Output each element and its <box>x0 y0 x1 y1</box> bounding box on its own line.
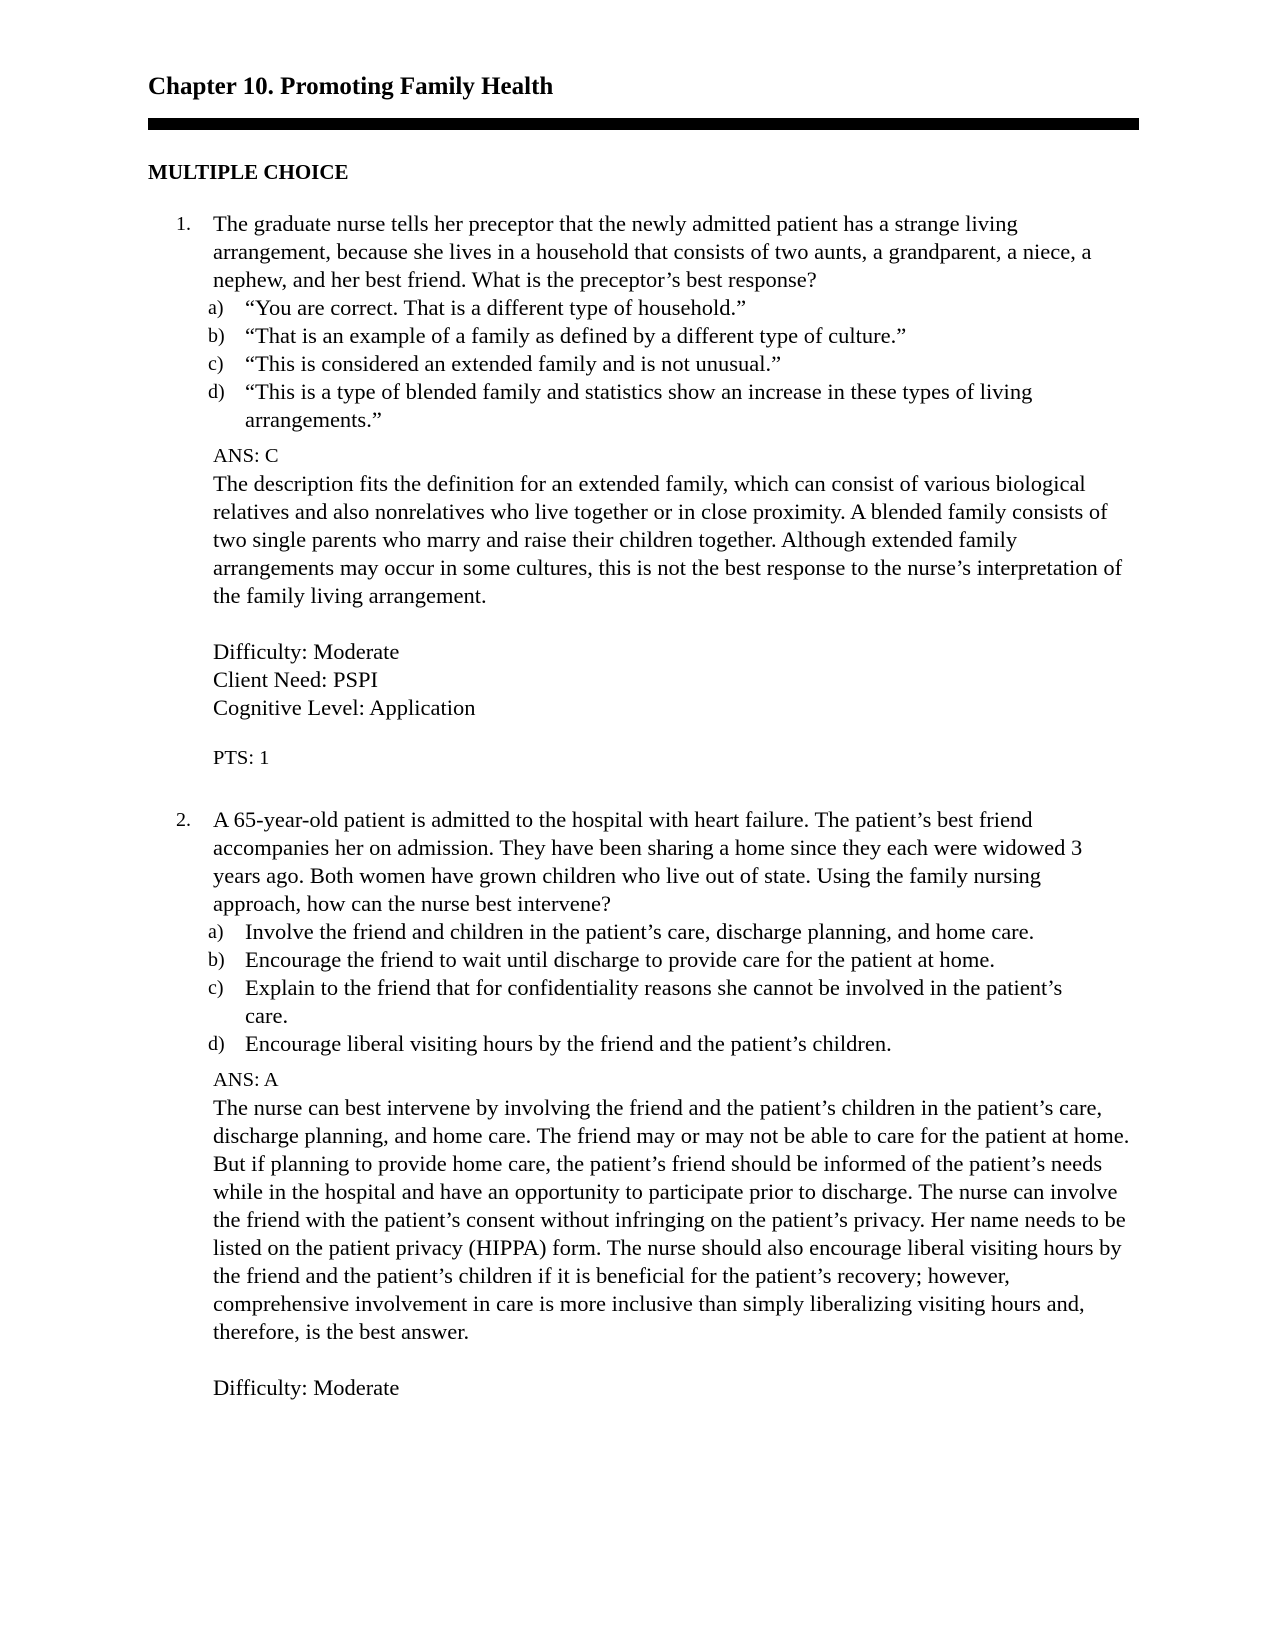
question-number: 2. <box>176 809 191 831</box>
section-heading: MULTIPLE CHOICE <box>148 160 349 184</box>
points-label: PTS: 1 <box>213 747 270 769</box>
client-need-label: Client Need: PSPI <box>213 667 379 692</box>
answer-rationale: The description fits the definition for an extended family, which can consist of various biological relatives and also nonrelatives who live together or in close proximity. A blended family consists of two single parents who marry and raise their children together. Although extended family arrangements may occur in some cultures, this is not the best response to the nurse’s interpretation of the family living arrangement. <box>213 471 1123 608</box>
question-number: 1. <box>176 213 191 235</box>
option-letter: b) <box>208 325 225 347</box>
question-stem <box>176 806 1133 918</box>
answer-block <box>213 442 1133 772</box>
option-letter: c) <box>208 977 224 999</box>
difficulty-label: Difficulty: Moderate <box>213 1375 400 1400</box>
option-text: Involve the friend and children in the patient’s care, discharge planning, and home care. <box>245 919 1035 944</box>
answer-option-b <box>208 322 1105 350</box>
option-text: Encourage liberal visiting hours by the friend and the patient’s children. <box>245 1031 892 1056</box>
answer-options <box>0 918 1275 1058</box>
option-letter: a) <box>208 297 224 319</box>
chapter-title: Chapter 10. Promoting Family Health <box>148 73 554 100</box>
option-text: Encourage the friend to wait until discharge to provide care for the patient at home. <box>245 947 995 972</box>
answer-option-d <box>208 378 1105 434</box>
answer-options <box>0 294 1275 434</box>
option-text: “This is a type of blended family and statistics show an increase in these types of living arrangements.” <box>245 379 1033 432</box>
question-text: The graduate nurse tells her preceptor that the newly admitted patient has a strange living arrangement, because she lives in a household that consists of two aunts, a grandparent, a niece, a nephew, and her best friend. What is the preceptor’s best response? <box>213 211 1092 292</box>
difficulty-label: Difficulty: Moderate <box>213 639 400 664</box>
answer-rationale: The nurse can best intervene by involving the friend and the patient’s children in the patient’s care, discharge planning, and home care. The friend may or may not be able to care for the patient at home. But if planning to provide home care, the patient’s friend should be informed of the patient’s needs while in the hospital and have an opportunity to participate prior to discharge. The nurse can involve the friend with the patient’s consent without infringing on the patient’s privacy. Her name needs to be listed on the patient privacy (HIPPA) form. The nurse should also encourage liberal visiting hours by the friend and the patient’s children if it is beneficial for the patient’s recovery; however, comprehensive involvement in care is more inclusive than simply liberalizing visiting hours and, therefore, is the best answer. <box>213 1095 1130 1344</box>
option-text: “You are correct. That is a different type of household.” <box>245 295 747 320</box>
option-text: “That is an example of a family as defined by a different type of culture.” <box>245 323 907 348</box>
question-metadata <box>213 1374 1133 1402</box>
option-letter: a) <box>208 921 224 943</box>
question-metadata <box>213 638 1133 722</box>
answer-block <box>213 1066 1133 1402</box>
option-letter: d) <box>208 1033 225 1055</box>
option-letter: d) <box>208 381 225 403</box>
answer-option-c <box>208 974 1105 1030</box>
option-text: Explain to the friend that for confidentiality reasons she cannot be involved in the patient’s care. <box>245 975 1063 1028</box>
answer-option-b <box>208 946 1105 974</box>
cognitive-level-label: Cognitive Level: Application <box>213 695 476 720</box>
question-2 <box>0 806 1275 1402</box>
answer-option-d <box>208 1030 1105 1058</box>
option-text: “This is considered an extended family and is not unusual.” <box>245 351 782 376</box>
answer-option-a <box>208 918 1105 946</box>
answer-key: ANS: A <box>213 1069 279 1091</box>
answer-option-c <box>208 350 1105 378</box>
question-1 <box>0 210 1275 772</box>
question-stem <box>176 210 1133 294</box>
answer-key: ANS: C <box>213 445 279 467</box>
option-letter: b) <box>208 949 225 971</box>
answer-option-a <box>208 294 1105 322</box>
title-rule-divider <box>148 118 1139 130</box>
question-text: A 65-year-old patient is admitted to the hospital with heart failure. The patient’s best friend accompanies her on admission. They have been sharing a home since they each were widowed 3 years ago. Both women have grown children who live out of state. Using the family nursing approach, how can the nurse best intervene? <box>213 807 1083 916</box>
option-letter: c) <box>208 353 224 375</box>
